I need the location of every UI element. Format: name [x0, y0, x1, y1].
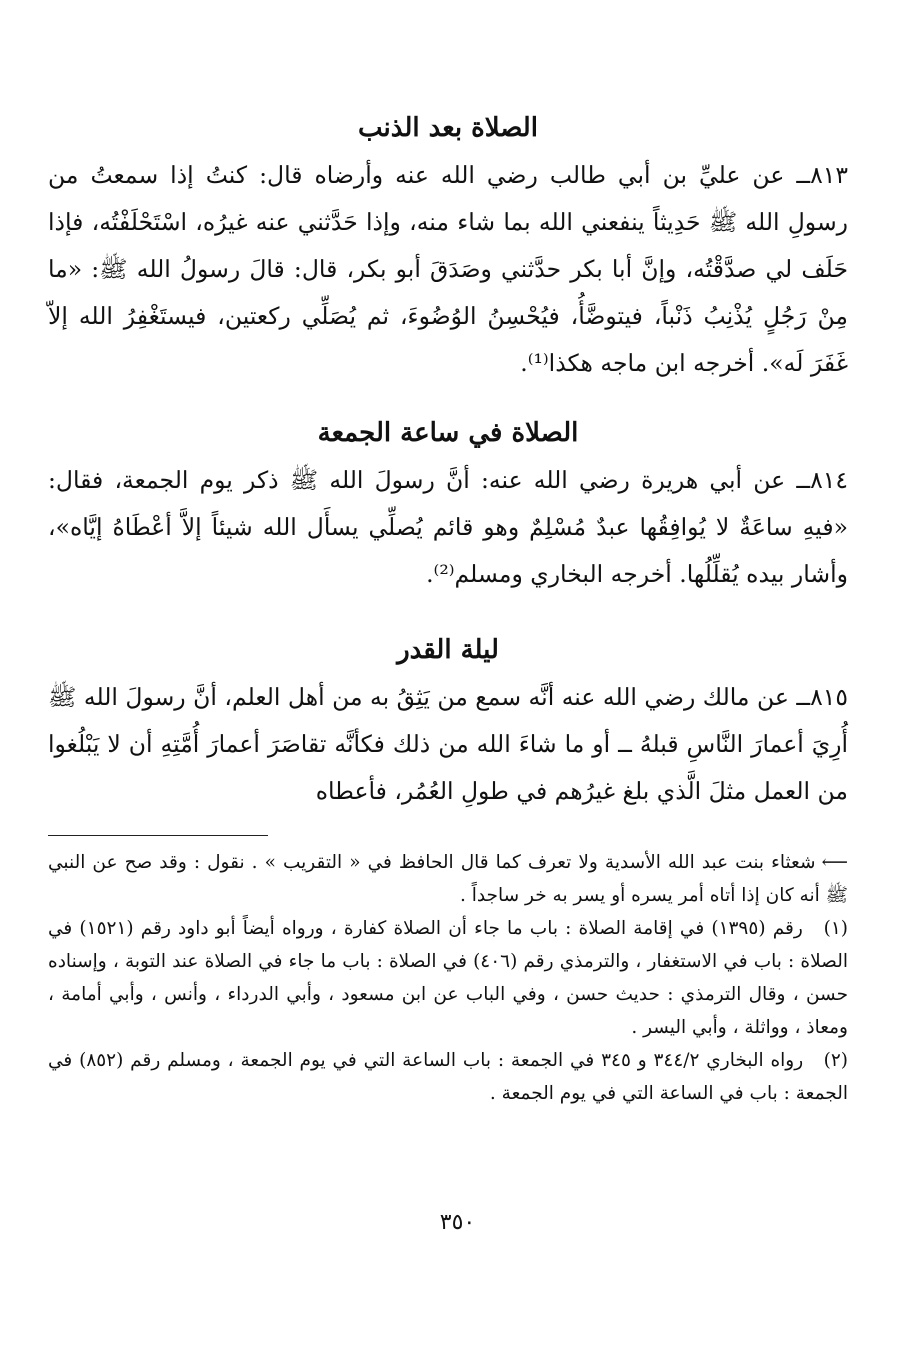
- footnote-2: [48, 1044, 848, 1110]
- footnote-number: (٢): [823, 1050, 848, 1071]
- continuation-arrow-icon: ⟵: [821, 852, 848, 873]
- footnotes: [48, 846, 848, 1110]
- section-title-prayer-after-sin: الصلاة بعد الذنب: [358, 113, 538, 143]
- footnote-text: رواه البخاري ٣٤٤/٢ و ٣٤٥ في الجمعة : باب الساعة التي في يوم الجمعة ، ومسلم رقم (٨٥٢) في الجمعة : باب في الساعة التي في يوم الجمعة .: [48, 1050, 848, 1104]
- footnote-continued-text: شعثاء بنت عبد الله الأسدية ولا تعرف كما قال الحافظ في « التقريب » . نقول : وقد صح عن النبي ﷺ أنه كان إذا أتاه أمر يسره أو يسر به خر ساجداً .: [48, 852, 848, 906]
- footnote-divider: [48, 835, 268, 836]
- footnote-1: [48, 912, 848, 1044]
- section-title-friday-hour: الصلاة في ساعة الجمعة: [317, 418, 579, 448]
- footnote-text: رقم (١٣٩٥) في إقامة الصلاة : باب ما جاء أن الصلاة كفارة ، ورواه أيضاً أبو داود رقم (١٥٢١) في الصلاة : باب في الاستغفار ، والترمذي رقم (٤٠٦) في الصلاة : باب ما جاء في الصلاة عند التوبة ، وإسناده حسن ، وقال الترمذي : حديث حسن ، وفي الباب عن ابن مسعود ، وأبي الدرداء ، وأنس ، وأبي أمامة ، ومعاذ ، وواثلة ، وأبي اليسر .: [48, 918, 848, 1038]
- footnote-continued: [48, 846, 848, 912]
- hadith-815: ٨١٥ــ عن مالك رضي الله عنه أنَّه سمع من يَثِقُ به من أهل العلم، أنَّ رسولَ الله ﷺ أُرِيَ أعمارَ النَّاسِ قبلهُ ــ أو ما شاءَ الله من ذلك فكأنَّه تقاصَرَ أعمارَ أُمَّتِهِ أن لا يَبْلُغوا من العمل مثلَ الَّذي بلغ غيرُهم في طولِ العُمُر، فأعطاه: [48, 683, 848, 805]
- hadith-813: ٨١٣ــ عن عليِّ بن أبي طالب رضي الله عنه وأرضاه قال: كنتُ إذا سمعتُ من رسولِ الله ﷺ حَدِيثاً ينفعني الله بما شاء منه، وإذا حَدَّثني عنه غيرُه، اسْتَحْلَفْتُه، فإذا حَلَف لي صدَّقْتُه، وإنَّ أبا بكر حدَّثني وصَدَقَ أبو بكر، قال: قالَ رسولُ الله ﷺ: «ما مِنْ رَجُلٍ يُذْنِبُ ذَنْباً، فيتوضَّأُ، فيُحْسِنُ الوُضُوءَ، ثم يُصَلِّي ركعتين، فيستَغْفِرُ الله إلاّ غَفَرَ لَه». أخرجه ابن ماجه هكذا⁽¹⁾.: [48, 161, 848, 377]
- page-number: ٣٥٠: [439, 1210, 476, 1235]
- page-body: [48, 110, 848, 1110]
- footnote-number: (١): [823, 918, 848, 939]
- section-title-laylat-al-qadr: ليلة القدر: [397, 635, 499, 665]
- hadith-814: ٨١٤ــ عن أبي هريرة رضي الله عنه: أنَّ رسولَ الله ﷺ ذكر يوم الجمعة، فقال: «فيهِ ساعَةٌ لا يُوافِقُها عبدٌ مُسْلِمٌ وهو قائم يُصلِّي يسأَل الله شيئاً إلاَّ أعْطَاهُ إيَّاه»، وأشار بيده يُقلِّلُها. أخرجه البخاري ومسلم⁽²⁾.: [48, 466, 848, 588]
